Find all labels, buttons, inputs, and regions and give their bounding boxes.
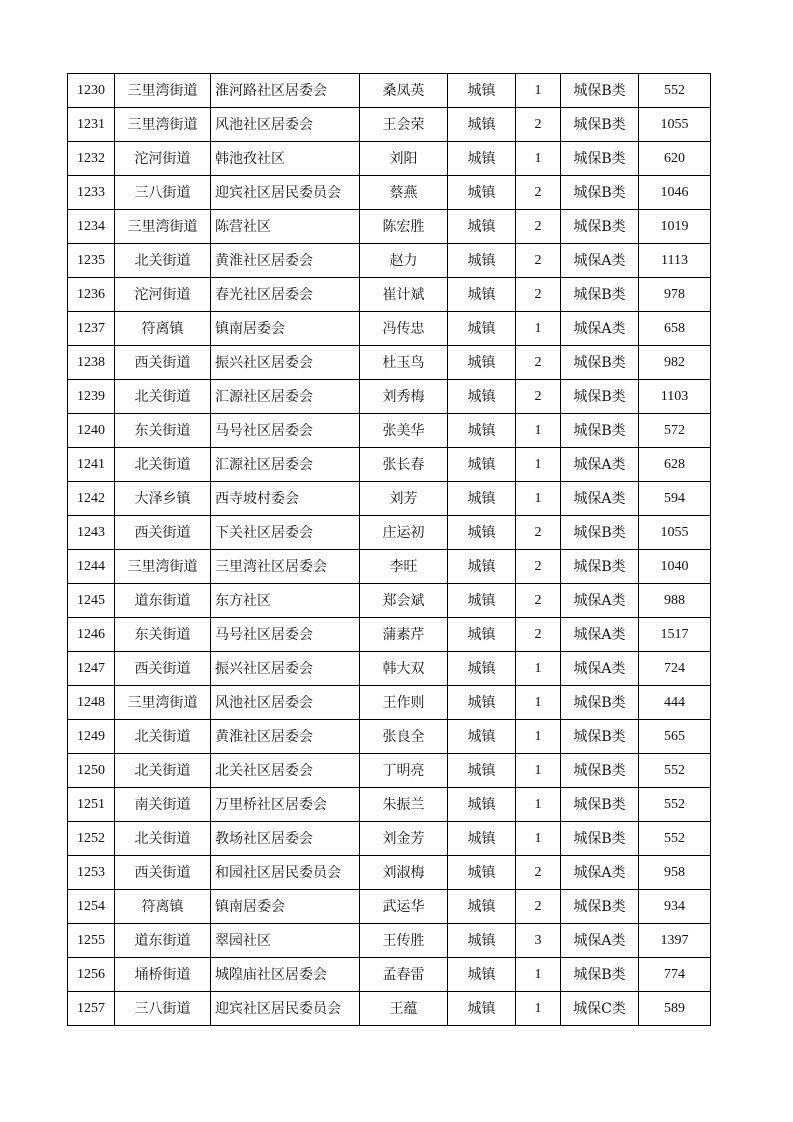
- cell-amount: 552: [639, 74, 711, 108]
- table-row: [68, 482, 711, 516]
- cell-area-type: 城镇: [448, 788, 516, 822]
- cell-household-count: 1: [516, 822, 561, 856]
- cell-amount: 552: [639, 822, 711, 856]
- cell-amount: 594: [639, 482, 711, 516]
- cell-area-type: 城镇: [448, 924, 516, 958]
- table-row: [68, 550, 711, 584]
- cell-person-name: 王作则: [360, 686, 448, 720]
- cell-area-type: 城镇: [448, 822, 516, 856]
- cell-person-name: 丁明亮: [360, 754, 448, 788]
- cell-street: 北关街道: [115, 720, 211, 754]
- cell-row-number: 1251: [68, 788, 115, 822]
- cell-area-type: 城镇: [448, 244, 516, 278]
- cell-person-name: 蒲素芹: [360, 618, 448, 652]
- recipient-table: [67, 73, 711, 1026]
- cell-row-number: 1242: [68, 482, 115, 516]
- cell-person-name: 王传胜: [360, 924, 448, 958]
- cell-household-count: 1: [516, 652, 561, 686]
- cell-community: 振兴社区居委会: [211, 652, 360, 686]
- table-row: [68, 244, 711, 278]
- cell-amount: 1019: [639, 210, 711, 244]
- cell-category: 城保A类: [561, 448, 639, 482]
- cell-row-number: 1230: [68, 74, 115, 108]
- cell-community: 汇源社区居委会: [211, 380, 360, 414]
- cell-row-number: 1253: [68, 856, 115, 890]
- cell-household-count: 2: [516, 244, 561, 278]
- cell-household-count: 1: [516, 788, 561, 822]
- cell-area-type: 城镇: [448, 414, 516, 448]
- table-body: [68, 74, 711, 1026]
- cell-amount: 934: [639, 890, 711, 924]
- cell-amount: 620: [639, 142, 711, 176]
- table-row: [68, 312, 711, 346]
- cell-community: 西寺坡村委会: [211, 482, 360, 516]
- cell-household-count: 3: [516, 924, 561, 958]
- cell-street: 南关街道: [115, 788, 211, 822]
- cell-person-name: 冯传忠: [360, 312, 448, 346]
- cell-household-count: 2: [516, 618, 561, 652]
- cell-street: 北关街道: [115, 822, 211, 856]
- cell-community: 淮河路社区居委会: [211, 74, 360, 108]
- cell-category: 城保B类: [561, 754, 639, 788]
- cell-amount: 1397: [639, 924, 711, 958]
- table-row: [68, 346, 711, 380]
- cell-amount: 565: [639, 720, 711, 754]
- cell-row-number: 1241: [68, 448, 115, 482]
- cell-category: 城保A类: [561, 244, 639, 278]
- cell-category: 城保B类: [561, 74, 639, 108]
- cell-category: 城保B类: [561, 788, 639, 822]
- cell-amount: 444: [639, 686, 711, 720]
- cell-street: 西关街道: [115, 516, 211, 550]
- cell-person-name: 王蕴: [360, 992, 448, 1026]
- cell-row-number: 1234: [68, 210, 115, 244]
- cell-community: 马号社区居委会: [211, 618, 360, 652]
- cell-row-number: 1255: [68, 924, 115, 958]
- cell-street: 三八街道: [115, 992, 211, 1026]
- cell-street: 沱河街道: [115, 142, 211, 176]
- cell-amount: 1055: [639, 108, 711, 142]
- cell-community: 黄淮社区居委会: [211, 720, 360, 754]
- table-row: [68, 958, 711, 992]
- cell-amount: 658: [639, 312, 711, 346]
- cell-person-name: 王会荣: [360, 108, 448, 142]
- cell-row-number: 1235: [68, 244, 115, 278]
- cell-household-count: 1: [516, 142, 561, 176]
- cell-community: 城隍庙社区居委会: [211, 958, 360, 992]
- cell-person-name: 崔计斌: [360, 278, 448, 312]
- table-row: [68, 414, 711, 448]
- table-row: [68, 992, 711, 1026]
- cell-person-name: 李旺: [360, 550, 448, 584]
- table-row: [68, 448, 711, 482]
- cell-street: 西关街道: [115, 856, 211, 890]
- cell-amount: 552: [639, 754, 711, 788]
- cell-row-number: 1238: [68, 346, 115, 380]
- cell-person-name: 刘阳: [360, 142, 448, 176]
- cell-street: 北关街道: [115, 380, 211, 414]
- cell-household-count: 1: [516, 448, 561, 482]
- table-row: [68, 584, 711, 618]
- table-row: [68, 380, 711, 414]
- cell-person-name: 赵力: [360, 244, 448, 278]
- cell-area-type: 城镇: [448, 448, 516, 482]
- cell-household-count: 2: [516, 550, 561, 584]
- cell-person-name: 张长春: [360, 448, 448, 482]
- cell-category: 城保B类: [561, 346, 639, 380]
- cell-community: 迎宾社区居民委员会: [211, 992, 360, 1026]
- cell-person-name: 武运华: [360, 890, 448, 924]
- cell-amount: 774: [639, 958, 711, 992]
- cell-category: 城保B类: [561, 720, 639, 754]
- cell-street: 北关街道: [115, 754, 211, 788]
- table-row: [68, 278, 711, 312]
- cell-household-count: 1: [516, 482, 561, 516]
- cell-household-count: 1: [516, 754, 561, 788]
- cell-household-count: 1: [516, 992, 561, 1026]
- cell-household-count: 1: [516, 720, 561, 754]
- cell-area-type: 城镇: [448, 992, 516, 1026]
- cell-amount: 1103: [639, 380, 711, 414]
- cell-amount: 988: [639, 584, 711, 618]
- cell-area-type: 城镇: [448, 74, 516, 108]
- cell-community: 东方社区: [211, 584, 360, 618]
- cell-area-type: 城镇: [448, 618, 516, 652]
- cell-household-count: 1: [516, 686, 561, 720]
- cell-community: 北关社区居委会: [211, 754, 360, 788]
- cell-person-name: 桑凤英: [360, 74, 448, 108]
- cell-row-number: 1244: [68, 550, 115, 584]
- cell-amount: 958: [639, 856, 711, 890]
- cell-category: 城保B类: [561, 516, 639, 550]
- cell-category: 城保A类: [561, 924, 639, 958]
- cell-person-name: 刘淑梅: [360, 856, 448, 890]
- cell-row-number: 1236: [68, 278, 115, 312]
- table-row: [68, 210, 711, 244]
- cell-category: 城保B类: [561, 958, 639, 992]
- table-row: [68, 74, 711, 108]
- cell-street: 西关街道: [115, 652, 211, 686]
- cell-amount: 1040: [639, 550, 711, 584]
- cell-community: 下关社区居委会: [211, 516, 360, 550]
- table-row: [68, 856, 711, 890]
- cell-community: 韩池孜社区: [211, 142, 360, 176]
- cell-community: 翠园社区: [211, 924, 360, 958]
- table-row: [68, 822, 711, 856]
- cell-street: 埇桥街道: [115, 958, 211, 992]
- cell-household-count: 1: [516, 74, 561, 108]
- cell-community: 风池社区居委会: [211, 108, 360, 142]
- cell-row-number: 1232: [68, 142, 115, 176]
- cell-person-name: 孟春雷: [360, 958, 448, 992]
- cell-person-name: 韩大双: [360, 652, 448, 686]
- cell-household-count: 1: [516, 312, 561, 346]
- cell-category: 城保B类: [561, 686, 639, 720]
- cell-area-type: 城镇: [448, 380, 516, 414]
- cell-street: 三里湾街道: [115, 210, 211, 244]
- cell-amount: 589: [639, 992, 711, 1026]
- cell-community: 迎宾社区居民委员会: [211, 176, 360, 210]
- cell-street: 沱河街道: [115, 278, 211, 312]
- table-row: [68, 720, 711, 754]
- cell-category: 城保A类: [561, 618, 639, 652]
- cell-amount: 1113: [639, 244, 711, 278]
- cell-category: 城保A类: [561, 652, 639, 686]
- table-row: [68, 176, 711, 210]
- cell-area-type: 城镇: [448, 890, 516, 924]
- table-row: [68, 618, 711, 652]
- table-row: [68, 142, 711, 176]
- cell-amount: 628: [639, 448, 711, 482]
- cell-area-type: 城镇: [448, 652, 516, 686]
- cell-household-count: 1: [516, 414, 561, 448]
- cell-row-number: 1240: [68, 414, 115, 448]
- cell-area-type: 城镇: [448, 108, 516, 142]
- cell-row-number: 1254: [68, 890, 115, 924]
- cell-area-type: 城镇: [448, 686, 516, 720]
- cell-person-name: 庄运初: [360, 516, 448, 550]
- cell-street: 北关街道: [115, 448, 211, 482]
- table-row: [68, 652, 711, 686]
- cell-amount: 1046: [639, 176, 711, 210]
- cell-person-name: 朱振兰: [360, 788, 448, 822]
- cell-row-number: 1233: [68, 176, 115, 210]
- cell-row-number: 1257: [68, 992, 115, 1026]
- cell-area-type: 城镇: [448, 312, 516, 346]
- cell-person-name: 郑会斌: [360, 584, 448, 618]
- cell-area-type: 城镇: [448, 550, 516, 584]
- cell-amount: 724: [639, 652, 711, 686]
- cell-row-number: 1252: [68, 822, 115, 856]
- cell-category: 城保A类: [561, 312, 639, 346]
- cell-row-number: 1256: [68, 958, 115, 992]
- cell-community: 陈营社区: [211, 210, 360, 244]
- cell-area-type: 城镇: [448, 856, 516, 890]
- cell-household-count: 2: [516, 278, 561, 312]
- cell-row-number: 1237: [68, 312, 115, 346]
- cell-person-name: 刘芳: [360, 482, 448, 516]
- cell-community: 三里湾社区居委会: [211, 550, 360, 584]
- cell-amount: 1055: [639, 516, 711, 550]
- cell-household-count: 2: [516, 856, 561, 890]
- cell-street: 道东街道: [115, 584, 211, 618]
- table-row: [68, 108, 711, 142]
- cell-person-name: 杜玉鸟: [360, 346, 448, 380]
- cell-community: 镇南居委会: [211, 890, 360, 924]
- cell-amount: 572: [639, 414, 711, 448]
- cell-street: 符离镇: [115, 312, 211, 346]
- cell-community: 汇源社区居委会: [211, 448, 360, 482]
- cell-category: 城保B类: [561, 108, 639, 142]
- cell-community: 镇南居委会: [211, 312, 360, 346]
- cell-street: 三里湾街道: [115, 686, 211, 720]
- cell-household-count: 2: [516, 210, 561, 244]
- cell-community: 马号社区居委会: [211, 414, 360, 448]
- cell-community: 万里桥社区居委会: [211, 788, 360, 822]
- cell-household-count: 2: [516, 890, 561, 924]
- cell-household-count: 2: [516, 380, 561, 414]
- cell-household-count: 2: [516, 346, 561, 380]
- table-row: [68, 924, 711, 958]
- cell-community: 振兴社区居委会: [211, 346, 360, 380]
- cell-area-type: 城镇: [448, 516, 516, 550]
- cell-household-count: 2: [516, 176, 561, 210]
- cell-row-number: 1245: [68, 584, 115, 618]
- cell-category: 城保B类: [561, 822, 639, 856]
- cell-category: 城保B类: [561, 176, 639, 210]
- cell-row-number: 1247: [68, 652, 115, 686]
- cell-street: 三里湾街道: [115, 108, 211, 142]
- cell-community: 黄淮社区居委会: [211, 244, 360, 278]
- cell-category: 城保B类: [561, 142, 639, 176]
- cell-street: 三八街道: [115, 176, 211, 210]
- cell-area-type: 城镇: [448, 720, 516, 754]
- cell-category: 城保B类: [561, 380, 639, 414]
- cell-area-type: 城镇: [448, 176, 516, 210]
- cell-category: 城保B类: [561, 210, 639, 244]
- cell-area-type: 城镇: [448, 754, 516, 788]
- cell-street: 大泽乡镇: [115, 482, 211, 516]
- cell-amount: 1517: [639, 618, 711, 652]
- cell-category: 城保A类: [561, 482, 639, 516]
- cell-household-count: 2: [516, 584, 561, 618]
- cell-area-type: 城镇: [448, 142, 516, 176]
- cell-category: 城保B类: [561, 414, 639, 448]
- cell-person-name: 刘金芳: [360, 822, 448, 856]
- cell-household-count: 2: [516, 516, 561, 550]
- cell-row-number: 1249: [68, 720, 115, 754]
- cell-person-name: 蔡燕: [360, 176, 448, 210]
- cell-area-type: 城镇: [448, 346, 516, 380]
- cell-category: 城保A类: [561, 856, 639, 890]
- cell-category: 城保A类: [561, 584, 639, 618]
- cell-street: 西关街道: [115, 346, 211, 380]
- cell-person-name: 刘秀梅: [360, 380, 448, 414]
- table-row: [68, 788, 711, 822]
- cell-amount: 552: [639, 788, 711, 822]
- cell-household-count: 2: [516, 108, 561, 142]
- cell-amount: 982: [639, 346, 711, 380]
- cell-community: 风池社区居委会: [211, 686, 360, 720]
- cell-street: 符离镇: [115, 890, 211, 924]
- cell-area-type: 城镇: [448, 958, 516, 992]
- cell-community: 春光社区居委会: [211, 278, 360, 312]
- cell-category: 城保C类: [561, 992, 639, 1026]
- table-row: [68, 754, 711, 788]
- cell-street: 三里湾街道: [115, 74, 211, 108]
- cell-area-type: 城镇: [448, 210, 516, 244]
- cell-row-number: 1239: [68, 380, 115, 414]
- table-row: [68, 890, 711, 924]
- cell-community: 教场社区居委会: [211, 822, 360, 856]
- cell-person-name: 张良全: [360, 720, 448, 754]
- cell-row-number: 1250: [68, 754, 115, 788]
- cell-row-number: 1231: [68, 108, 115, 142]
- cell-area-type: 城镇: [448, 482, 516, 516]
- cell-row-number: 1243: [68, 516, 115, 550]
- cell-street: 东关街道: [115, 414, 211, 448]
- cell-category: 城保B类: [561, 890, 639, 924]
- cell-category: 城保B类: [561, 278, 639, 312]
- cell-community: 和园社区居民委员会: [211, 856, 360, 890]
- cell-person-name: 陈宏胜: [360, 210, 448, 244]
- cell-area-type: 城镇: [448, 278, 516, 312]
- cell-row-number: 1246: [68, 618, 115, 652]
- cell-street: 北关街道: [115, 244, 211, 278]
- cell-amount: 978: [639, 278, 711, 312]
- cell-area-type: 城镇: [448, 584, 516, 618]
- cell-category: 城保B类: [561, 550, 639, 584]
- table-row: [68, 686, 711, 720]
- cell-street: 三里湾街道: [115, 550, 211, 584]
- cell-household-count: 1: [516, 958, 561, 992]
- document-table-container: [67, 73, 711, 1026]
- cell-row-number: 1248: [68, 686, 115, 720]
- cell-street: 东关街道: [115, 618, 211, 652]
- cell-street: 道东街道: [115, 924, 211, 958]
- cell-person-name: 张美华: [360, 414, 448, 448]
- table-row: [68, 516, 711, 550]
